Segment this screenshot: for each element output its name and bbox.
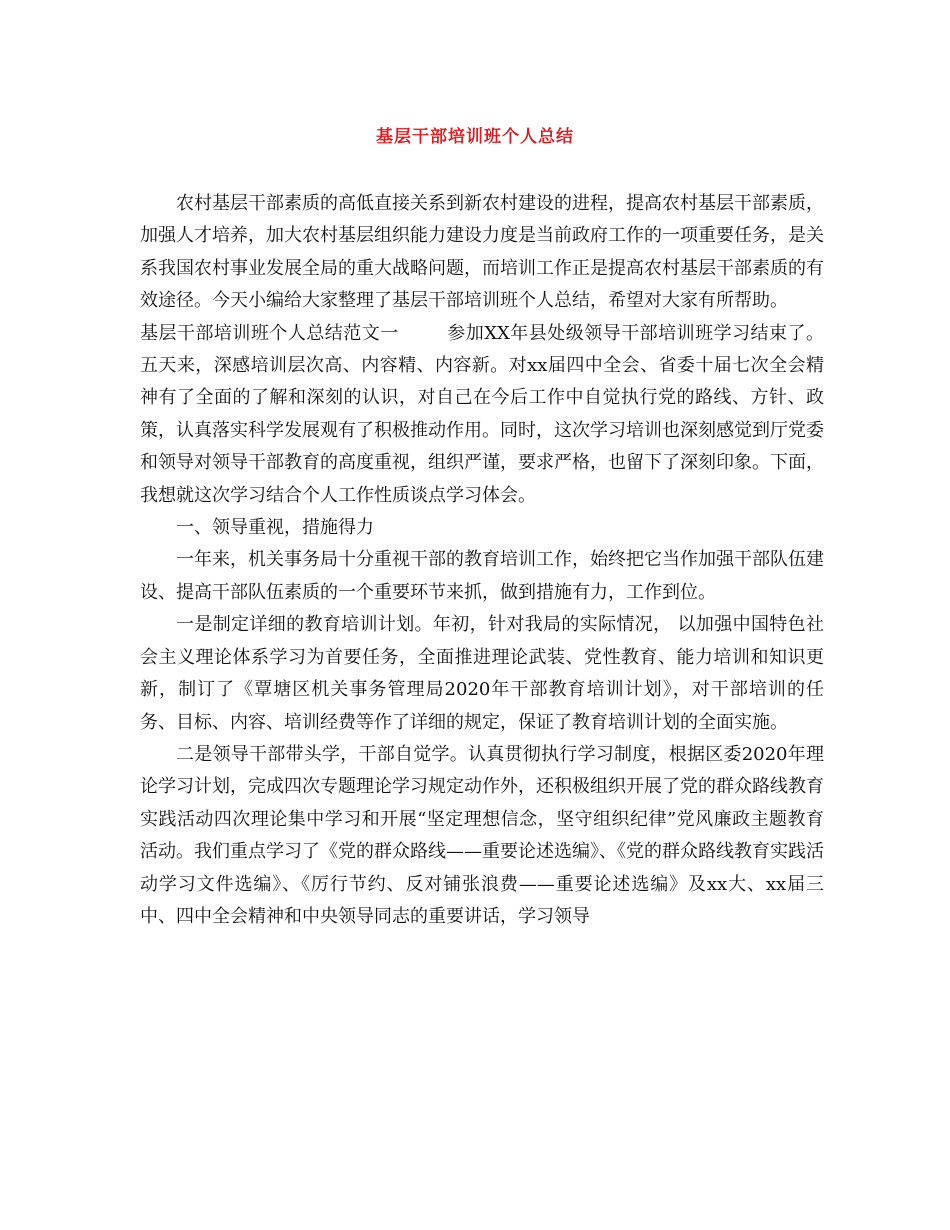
sample-lead-text: 参加XX年县处级领导干部培训班学习结束了。五天来，深感培训层次高、内容精、内容新。对xx届四中全会、省委十届七次全会精神有了全面的了解和深刻的认识，对自己在今后工作中自觉执行党的路线、方针、政策，认真落实科学发展观有了积极推动作用。同时，这次学习培训也深刻感觉到厅党委和领导对领导干部教育的高度重视，组织严谨，要求严格，也留下了深刻印象。下面，我想就这次学习结合个人工作性质谈点学习体会。 [140,322,825,506]
intro-paragraph: 农村基层干部素质的高低直接关系到新农村建设的进程，提高农村基层干部素质，加强人才培养，加大农村基层组织能力建设力度是当前政府工作的一项重要任务，是关系我国农村事业发展全局的重大战略问题，而培训工作正是提高农村基层干部素质的有效途径。今天小编给大家整理了基层干部培训班个人总结，希望对大家有所帮助。 [140,193,824,312]
section-1-heading: 一、领导重视，措施得力 [176,517,374,539]
paragraph-2: 一是制定详细的教育培训计划。年初，针对我局的实际情况， 以加强中国特色社会主义理论体系学习为首要任务，全面推进理论武装、党性教育、能力培训和知识更新，制订了《覃塘区机关事务管理局2020年干部教育培训计划》，对干部培训的任务、目标、内容、培训经费等作了详细的规定，保证了教育培训计划的全面实施。 [140,614,824,733]
sample-heading: 基层干部培训班个人总结范文一 [140,322,399,344]
paragraph-1: 一年来，机关事务局十分重视干部的教育培训工作，始终把它当作加强干部队伍建设、提高干部队伍素质的一个重要环节来抓，做到措施有力，工作到位。 [140,549,824,603]
document-body [140,188,824,933]
paragraph-3: 二是领导干部带头学，干部自觉学。认真贯彻执行学习制度，根据区委2020年理论学习计划，完成四次专题理论学习规定动作外，还积极组织开展了党的群众路线教育实践活动四次理论集中学习和开展“坚定理想信念，坚守组织纪律”党风廉政主题教育活动。我们重点学习了《党的群众路线——重要论述选编》、《党的群众路线教育实践活动学习文件选编》、《厉行节约、反对铺张浪费——重要论述选编》及xx大、xx届三中、四中全会精神和中央领导同志的重要讲话，学习领导 [140,743,824,927]
document-title: 基层干部培训班个人总结 [376,127,574,147]
sample-paragraph [140,318,824,512]
